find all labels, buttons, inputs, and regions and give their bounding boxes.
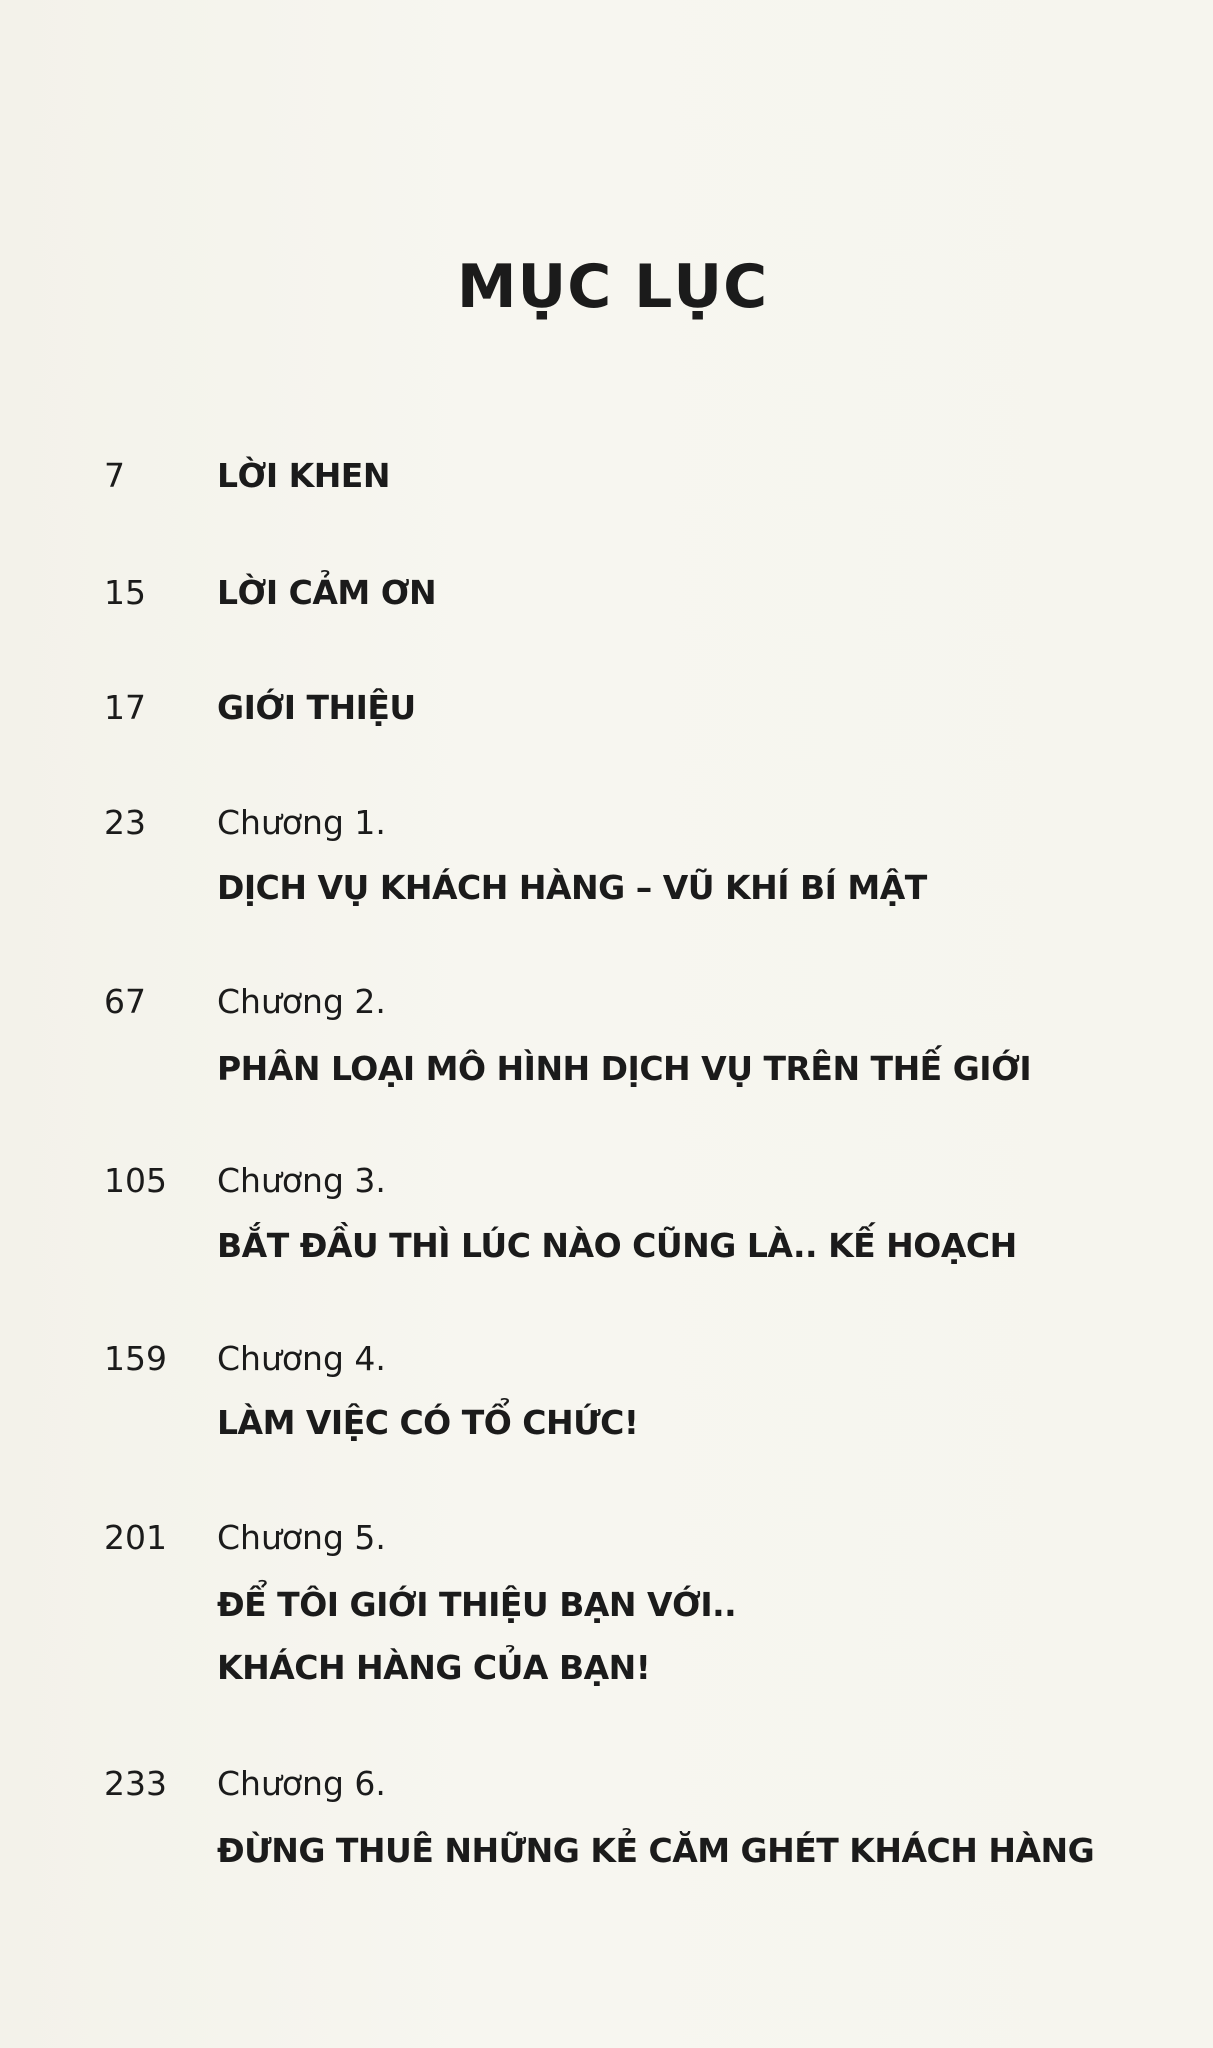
page-number: 105	[104, 1161, 167, 1200]
chapter-label: Chương 6.	[217, 1764, 386, 1803]
page-number: 233	[104, 1764, 167, 1803]
entry-title: LỜI CẢM ƠN	[217, 573, 437, 612]
page-number: 7	[104, 456, 125, 495]
chapter-label: Chương 3.	[217, 1161, 386, 1200]
chapter-label: Chương 1.	[217, 803, 386, 842]
entry-title: LỜI KHEN	[217, 456, 390, 495]
page-number: 17	[104, 688, 146, 727]
toc-title: MỤC LỤC	[456, 252, 769, 322]
entry-title: BẮT ĐẦU THÌ LÚC NÀO CŨNG LÀ.. KẾ HOẠCH	[217, 1226, 1017, 1265]
page-number: 23	[104, 803, 146, 842]
page-number: 159	[104, 1339, 167, 1378]
page-number: 15	[104, 573, 146, 612]
entry-title-line-2: KHÁCH HÀNG CỦA BẠN!	[217, 1648, 651, 1687]
chapter-label: Chương 4.	[217, 1339, 386, 1378]
entry-title: ĐỪNG THUÊ NHỮNG KẺ CĂM GHÉT KHÁCH HÀNG	[217, 1831, 1095, 1870]
entry-title: ĐỂ TÔI GIỚI THIỆU BẠN VỚI..	[217, 1585, 737, 1624]
entry-title: LÀM VIỆC CÓ TỔ CHỨC!	[217, 1403, 639, 1442]
entry-title: DỊCH VỤ KHÁCH HÀNG – VŨ KHÍ BÍ MẬT	[217, 868, 927, 907]
page-number: 67	[104, 982, 146, 1021]
page-number: 201	[104, 1518, 167, 1557]
chapter-label: Chương 2.	[217, 982, 386, 1021]
entry-title: GIỚI THIỆU	[217, 688, 416, 727]
entry-title: PHÂN LOẠI MÔ HÌNH DỊCH VỤ TRÊN THẾ GIỚI	[217, 1049, 1032, 1088]
chapter-label: Chương 5.	[217, 1518, 386, 1557]
